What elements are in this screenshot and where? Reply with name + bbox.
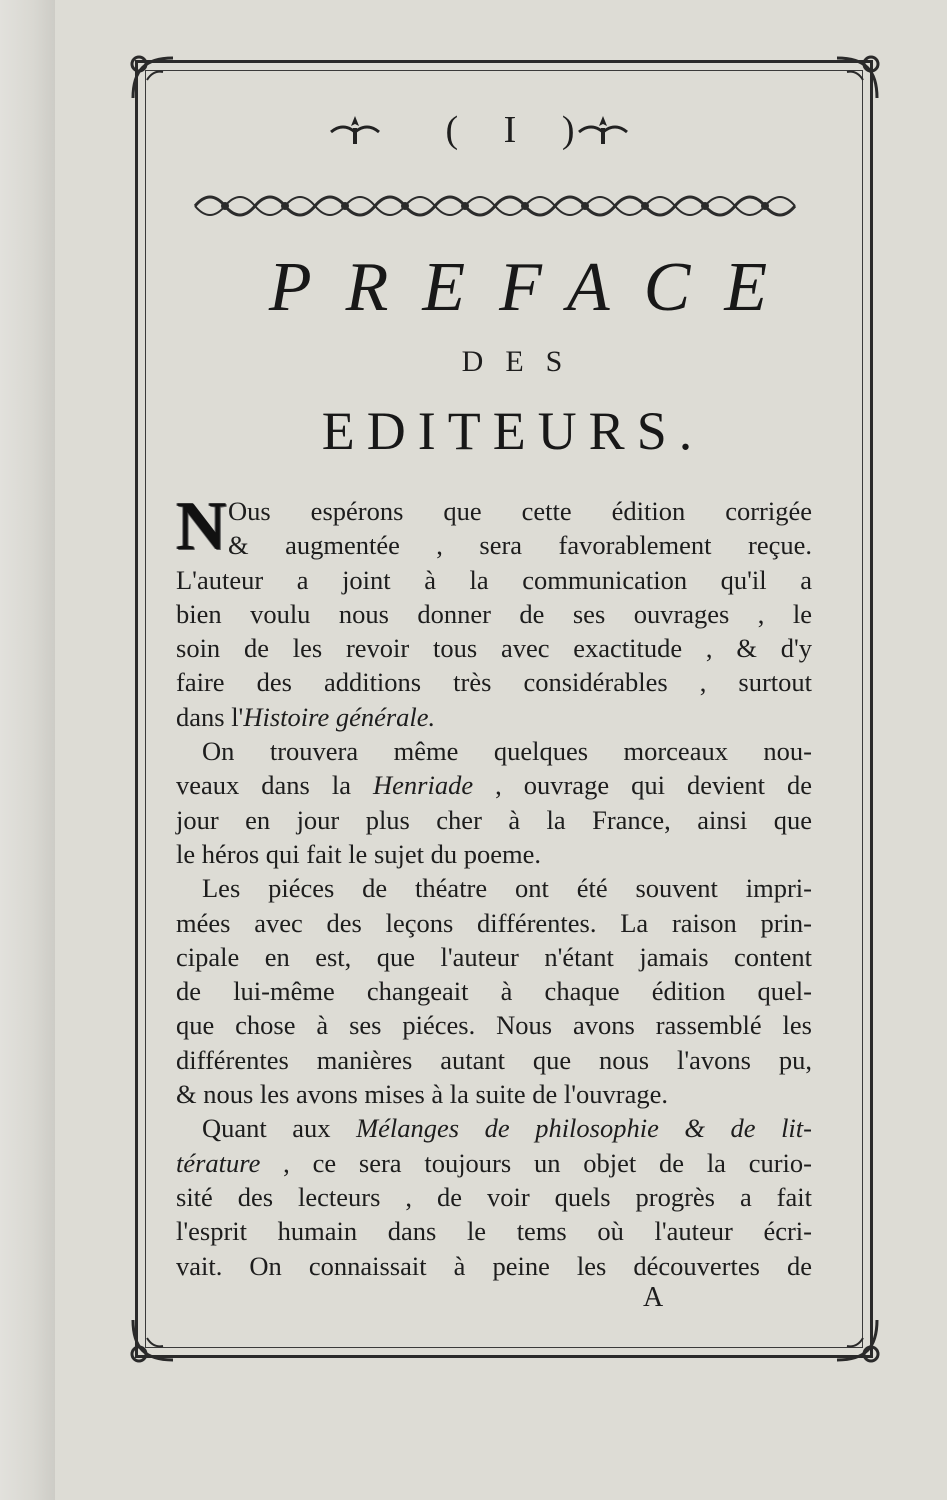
text-line: faire des additions très considérables , surtout: [176, 667, 812, 698]
title-des: DES: [461, 345, 585, 378]
text-line: vait. On connaissait à peine les découvertes de: [176, 1250, 812, 1281]
text-line: L'auteur a joint à la communication qu'il a: [176, 564, 812, 595]
signature-mark: A: [643, 1282, 664, 1313]
text-line: térature , ce sera toujours un objet de la curio-: [176, 1147, 812, 1178]
text-line: l'esprit humain dans le tems où l'auteur écri-: [176, 1216, 812, 1247]
ornament-band: [185, 186, 810, 226]
page-number: ( I ): [445, 109, 593, 151]
text-line: & augmentée , sera favorablement reçue.: [228, 530, 812, 561]
text-line: de lui-même changeait à chaque édition quel-: [176, 976, 812, 1007]
italic-title-melanges: Mélanges de philosophie & de lit-: [356, 1113, 812, 1144]
corner-ornament-top-left: [125, 50, 181, 106]
title-editeurs: EDITEURS.: [321, 401, 705, 461]
text-line: dans l'Histoire générale.: [176, 701, 436, 732]
text-line: Les piéces de théatre ont été souvent impri-: [202, 873, 812, 904]
text-line: & nous les avons mises à la suite de l'ouvrage.: [176, 1079, 668, 1110]
drop-cap: N: [176, 488, 227, 565]
text-line: Ous espérons que cette édition corrigée: [228, 496, 812, 526]
preface-body: [176, 488, 812, 1283]
text-line: veaux dans la Henriade , ouvrage qui devient de: [176, 770, 812, 801]
text-line: le héros qui fait le sujet du poeme.: [176, 838, 542, 869]
text-line: que chose à ses piéces. Nous avons rassemblé les: [176, 1010, 812, 1041]
title-preface: PREFACE: [268, 249, 802, 326]
text-line: cipale en est, que l'auteur n'étant jamais content: [176, 941, 812, 972]
text-line: bien voulu nous donner de ses ouvrages , le: [176, 598, 812, 629]
book-page: [55, 0, 947, 1500]
text-line: mées avec des leçons différentes. La raison prin-: [176, 907, 812, 938]
text-line: On trouvera même quelques morceaux nou-: [202, 736, 812, 767]
text-line: sité des lecteurs , de voir quels progrès a fait: [176, 1181, 812, 1212]
text-line: jour en jour plus cher à la France, ainsi que: [176, 804, 812, 835]
page-edge-left: [0, 0, 55, 1500]
corner-ornament-top-right: [829, 50, 885, 106]
text-line: Quant aux Mélanges de philosophie & de lit-: [202, 1113, 812, 1144]
italic-title-histoire: Histoire générale.: [243, 701, 436, 732]
text-line: soin de les revoir tous avec exactitude , & d'y: [176, 633, 812, 664]
corner-ornament-bottom-right: [829, 1312, 885, 1368]
text-line: différentes manières autant que nous l'avons pu,: [176, 1044, 812, 1075]
italic-title-henriade: Henriade: [373, 770, 474, 801]
corner-ornament-bottom-left: [125, 1312, 181, 1368]
